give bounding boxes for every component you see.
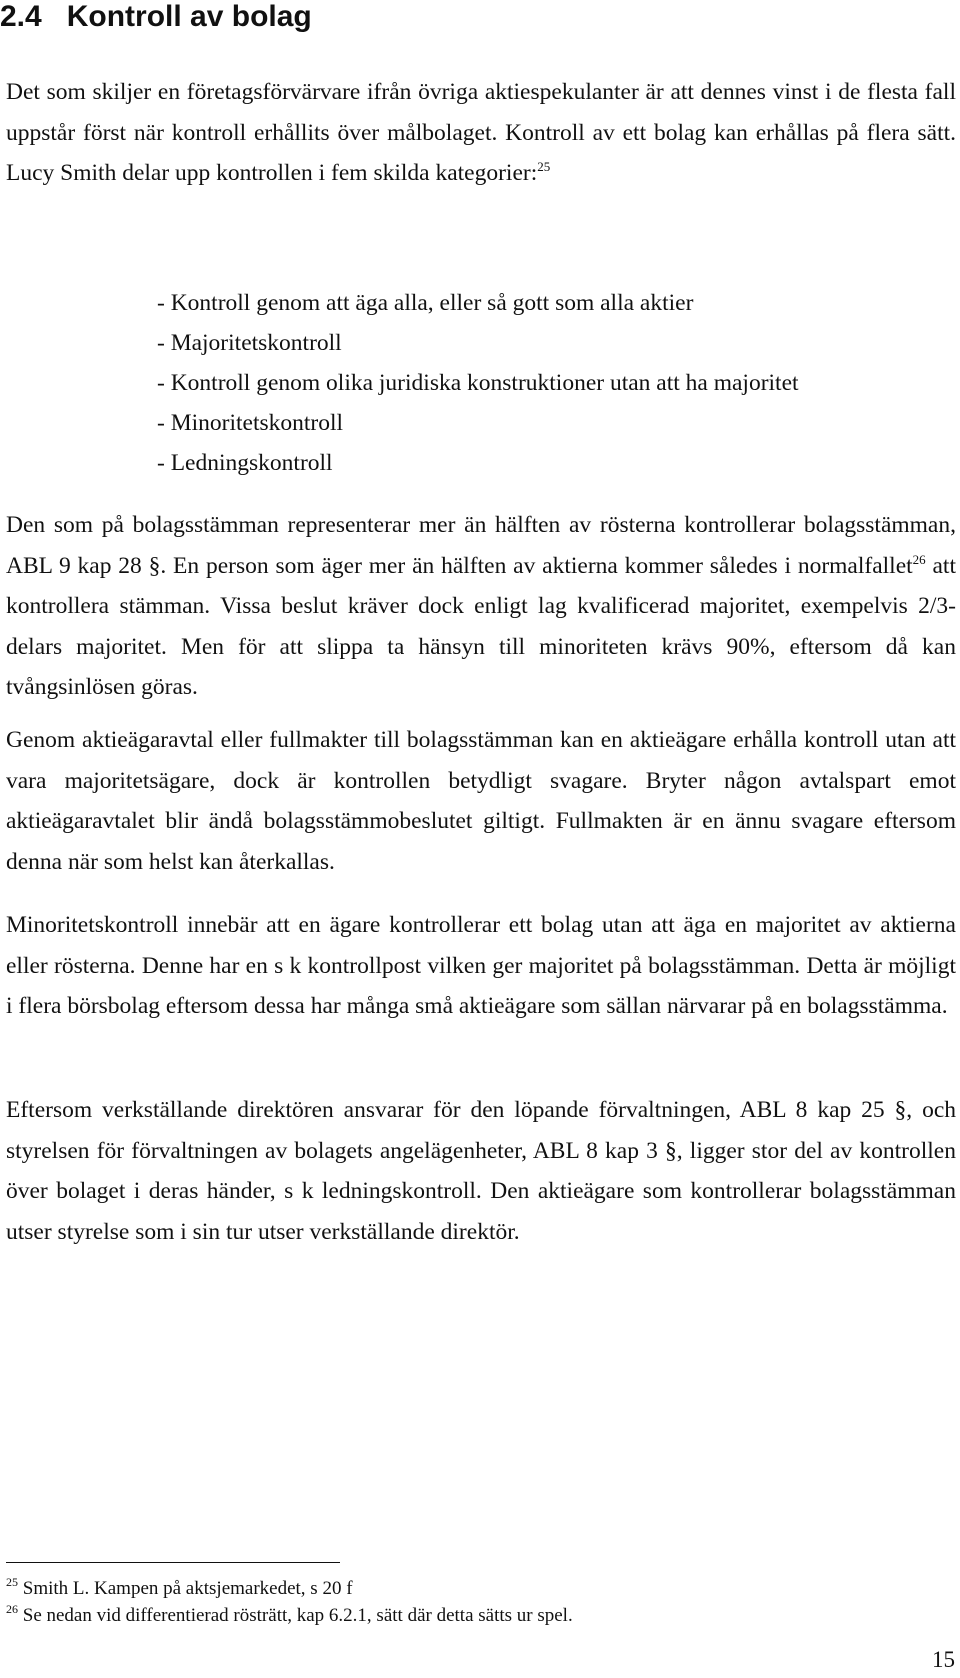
page-number: 15 [932, 1647, 955, 1672]
list-item: - Kontroll genom olika juridiska konstruktioner utan att ha majoritet [157, 370, 799, 396]
management-paragraph: Eftersom verkställande direktören ansvarar för den löpande förvaltningen, ABL 8 kap 25 §, och styrelsen för förvaltningen av bolagets angelägenheter, ABL 8 kap 3 §, ligger stor del av kontrollen över bolaget i deras händer, s k ledningskontroll. Den aktieägare som kontrollerar bolagsstämman utser styrelse som i sin tur utser verkställande direktör. [6, 1097, 956, 1245]
section-heading [0, 0, 312, 34]
intro-paragraph [6, 72, 956, 194]
control-categories-list [157, 283, 799, 483]
agreements-paragraph: Genom aktieägaravtal eller fullmakter till bolagsstämman kan en aktieägare erhålla kontroll utan att vara majoritetsägare, dock är kontrollen betydligt svagare. Bryter någon avtalspart emot aktieägaravtalet blir ändå bolagsstämmobeslutet giltigt. Fullmakten är en ännu svagare eftersom denna när som helst kan återkallas. [6, 727, 956, 875]
footnote-ref-26[interactable]: 26 [912, 551, 926, 567]
footnote-ref-25[interactable]: 25 [537, 159, 551, 174]
footnote-text: Se nedan vid differentierad rösträtt, kap 6.2.1, sätt där detta sätts ur spel. [22, 1605, 573, 1626]
list-item: - Ledningskontroll [157, 450, 333, 476]
list-item: - Kontroll genom att äga alla, eller så gott som alla aktier [157, 290, 694, 316]
footnote-number: 25 [6, 1575, 18, 1589]
majority-text-after: att kontrollera stämman. Vissa beslut kräver dock enligt lag kvalificerad majoritet, exempelvis 2/3-delars majoritet. Men för att slippa ta hänsyn till minoriteten krävs 90%, eftersom då kan tvångsinlösen göras. [6, 552, 956, 700]
footnote-25 [6, 1575, 353, 1600]
list-item: - Minoritetskontroll [157, 410, 344, 436]
footnote-number: 26 [6, 1602, 18, 1616]
section-title: Kontroll av bolag [66, 0, 312, 33]
section-number: 2.4 [0, 0, 42, 33]
footnote-26 [6, 1602, 573, 1627]
intro-text: Det som skiljer en företagsförvärvare ifrån övriga aktiespekulanter är att dennes vinst i de flesta fall uppstår först när kontroll erhållits över målbolaget. Kontroll av ett bolag kan erhållas på flera sätt. Lucy Smith delar upp kontrollen i fem skilda kategorier: [6, 79, 956, 186]
footnote-text: Smith L. Kampen på aktsjemarkedet, s 20 f [22, 1578, 353, 1599]
majority-text-before: Den som på bolagsstämman representerar mer än hälften av rösterna kontrollerar bolagsstämman, ABL 9 kap 28 §. En person som äger mer än hälften av aktierna kommer således i normalfallet [6, 512, 956, 579]
list-item: - Majoritetskontroll [157, 330, 342, 356]
footnote-separator [6, 1562, 340, 1563]
minority-paragraph: Minoritetskontroll innebär att en ägare kontrollerar ett bolag utan att äga en majoritet av aktierna eller rösterna. Denne har en s k kontrollpost vilken ger majoritet på bolagsstämman. Detta är möjligt i flera börsbolag eftersom dessa har många små aktieägare som sällan närvarar på en bolagsstämma. [6, 912, 956, 1019]
majority-paragraph [6, 505, 956, 708]
